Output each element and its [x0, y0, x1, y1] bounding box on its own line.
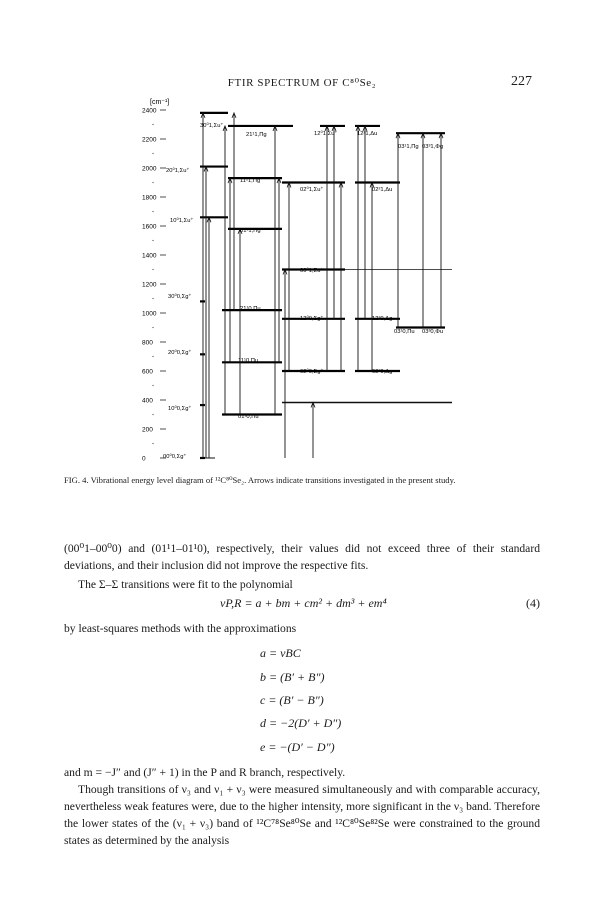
energy-level-label: 21¹1,Πg — [246, 132, 267, 138]
energy-level-label: 30⁰0,Σg⁺ — [168, 294, 192, 300]
energy-level-label: 10⁰0,Σg⁺ — [168, 406, 192, 412]
paragraph-5: Though transitions of ν₃ and ν₁ + ν₃ were measured simultaneously and with comparable accuracy, nevertheless weak features were, due to the higher intensity, more significant in the ν₃ band. Therefore the lower states of the (ν₁ + ν₃) band of ¹²C⁷⁸Se⁸⁰Se and ¹²C⁸⁰Se⁸²Se were constrained to the ground states as determined by the analysis — [64, 783, 540, 847]
axis-tick-label: 0 — [142, 455, 146, 463]
energy-level-label: 01¹0,Πu — [238, 414, 259, 420]
figure-caption: FIG. 4. Vibrational energy level diagram of ¹²C⁸⁰Se₂. Arrows indicate transitions investigated in the present study. — [64, 475, 456, 485]
equation-number: (4) — [526, 596, 540, 610]
approx-b: b = (B′ + B″) — [260, 670, 325, 684]
energy-level-label: 03¹0,Πu — [394, 329, 415, 335]
energy-level-label: 02²0,Δg — [372, 369, 393, 375]
energy-level-label: 20⁰1,Σu⁺ — [166, 168, 190, 174]
axis-minor-dot — [152, 182, 153, 183]
axis-tick-label: 1400 — [142, 252, 157, 260]
paragraph-4: and m = −J″ and (J″ + 1) in the P and R branch, respectively. — [64, 766, 346, 779]
axis-minor-dot — [152, 356, 153, 357]
axis-unit-label: [cm⁻¹] — [150, 99, 170, 106]
level-labels — [163, 122, 443, 460]
energy-levels — [200, 113, 452, 458]
axis-minor-dot — [152, 124, 153, 125]
energy-level-label: 03³1,Φg — [422, 144, 444, 150]
energy-level-label: 02⁰0,Σg⁺ — [300, 369, 324, 375]
energy-level-label: 30⁰1,Σu⁺ — [200, 123, 224, 129]
axis-tick-label: 1200 — [142, 281, 157, 289]
axis-minor-dot — [152, 385, 153, 386]
axis-tick-label: 1000 — [142, 310, 157, 318]
running-title: FTIR SPECTRUM OF C⁸⁰Se₂ — [227, 77, 377, 89]
axis-minor-dot — [152, 298, 153, 299]
energy-level-label: 03³0,Φu — [422, 329, 444, 335]
axis-tick-label: 2000 — [142, 165, 157, 173]
energy-level-label: 12²0,Δg — [372, 316, 393, 322]
axis-tick-label: 1800 — [142, 194, 157, 202]
axis-tick-label: 2200 — [142, 136, 157, 144]
axis-tick-label: 200 — [142, 426, 153, 434]
paragraph-1: (00⁰1–00⁰0) and (01¹1–01¹0), respectively, their values did not exceed three of their standard deviations, and their inclusion did not improve the respective fits. — [64, 542, 540, 572]
transition-arrows — [201, 113, 443, 458]
axis-minor-dot — [152, 240, 153, 241]
energy-level-label: 12²1,Δu — [357, 131, 378, 137]
axis-minor-dot — [152, 153, 153, 154]
energy-level-label: 03¹1,Πg — [398, 144, 419, 150]
energy-level-label: 10⁰1,Σu⁺ — [170, 218, 194, 224]
axis-tick-label: 1600 — [142, 223, 157, 231]
approx-a: a = νBC — [260, 646, 301, 660]
paragraph-3: by least-squares methods with the approximations — [64, 622, 297, 635]
energy-level-label: 21¹0,Πu — [240, 306, 261, 312]
energy-level-label: 11¹1,Πg — [240, 178, 261, 184]
axis-tick-label: 2400 — [142, 107, 157, 115]
energy-level-label: 00⁰1,Σu⁺ — [300, 268, 324, 274]
axis-minor-dot — [152, 414, 153, 415]
energy-level-label: 11¹0,Πu — [238, 358, 259, 364]
energy-level-label: 01¹1,Πg — [240, 228, 261, 234]
polynomial-equation: νP,R = a + bm + cm² + dm³ + em⁴ — [220, 596, 387, 610]
axis-minor-dot — [152, 327, 153, 328]
energy-level-label: 12⁰1,Σu⁺ — [314, 131, 338, 137]
energy-level-label: 02⁰1,Σu⁺ — [300, 187, 324, 193]
energy-level-label: 12⁰0,Σg⁺ — [300, 316, 324, 322]
energy-axis — [142, 99, 169, 463]
axis-minor-dot — [152, 211, 153, 212]
page-number: 227 — [511, 74, 532, 89]
axis-minor-dot — [152, 269, 153, 270]
approx-c: c = (B′ − B″) — [260, 693, 324, 707]
axis-minor-dot — [152, 443, 153, 444]
axis-tick-label: 800 — [142, 339, 153, 347]
energy-level-label: 00⁰0,Σg⁺ — [163, 454, 187, 460]
approx-e: e = −(D′ − D″) — [260, 740, 335, 754]
energy-level-label: 02²1,Δu — [372, 187, 393, 193]
paragraph-2: The Σ–Σ transitions were fit to the polynomial — [78, 578, 293, 591]
approx-d: d = −2(D′ + D″) — [260, 716, 342, 730]
axis-tick-label: 400 — [142, 397, 153, 405]
energy-level-label: 20⁰0,Σg⁺ — [168, 350, 192, 356]
axis-tick-label: 600 — [142, 368, 153, 376]
